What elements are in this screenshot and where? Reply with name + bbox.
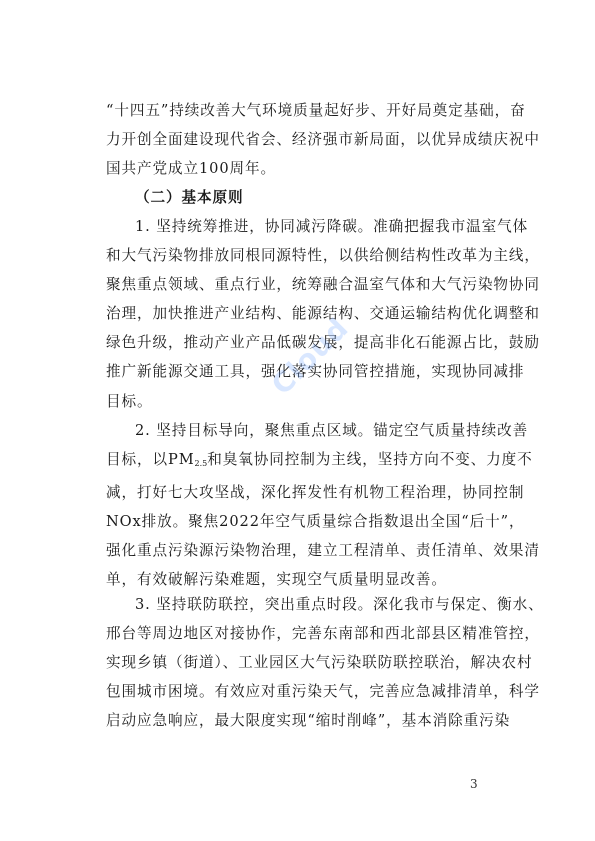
paragraph-principle-2 [106, 416, 540, 595]
text-line: 强化重点污染源污染物治理，建立工程清单、责任清单、效果清 [106, 542, 540, 560]
pm-subscript: 2.5 [194, 459, 208, 469]
paragraph-intro [106, 96, 540, 183]
paragraph-principle-1 [106, 212, 540, 416]
text-line: NOx排放。聚焦2022年空气质量综合指数退出全国“后十”， [106, 513, 525, 531]
text-line: 启动应急响应，最大限度实现“缩时削峰”，基本消除重污染 [106, 712, 511, 730]
text-line: 1. 坚持统筹推进，协同减污降碳。准确把握我市温室气体 [135, 218, 529, 235]
text-line: 聚焦重点领域、重点行业，统筹融合温室气体和大气污染物协同 [106, 276, 540, 294]
text-segment: 和臭氧协同控制为主线，坚持方向不变、力度不 [207, 451, 533, 469]
page-number: 3 [470, 777, 478, 791]
watermark: Cloud [265, 311, 356, 402]
text-line: 力开创全面建设现代省会、经济强市新局面，以优异成绩庆祝中 [106, 131, 540, 149]
text-line [106, 445, 533, 478]
text-segment: 目标，以PM [106, 451, 195, 469]
text-line: 减，打好七大攻坚战，深化挥发性有机物工程治理，协同控制 [106, 484, 525, 502]
text-line: 推广新能源交通工具，强化落实协同管控措施，实现协同减排 [106, 363, 525, 381]
text-line: 治理，加快推进产业结构、能源结构、交通运输结构优化调整和 [106, 305, 540, 323]
section-heading: （二）基本原则 [135, 189, 244, 206]
text-line: 包围城市困境。有效应对重污染天气，完善应急减排清单，科学 [106, 683, 540, 701]
text-line: 邢台等周边地区对接协作，完善东南部和西北部县区精准管控， [106, 625, 540, 643]
text-line: 目标。 [106, 392, 153, 410]
text-line: 单，有效破解污染难题，实现空气质量明显改善。 [106, 571, 447, 589]
text-line: 和大气污染物排放同根同源特性，以供给侧结构性改革为主线， [106, 247, 540, 265]
text-line: 实现乡镇（街道）、工业园区大气污染联防联控联治，解决农村 [106, 654, 533, 672]
paragraph-principle-3 [106, 590, 544, 735]
text-line: 2. 坚持目标导向，聚焦重点区域。锚定空气质量持续改善 [135, 422, 529, 439]
text-line: 国共产党成立100周年。 [106, 160, 276, 178]
text-line: 绿色升级，推动产业产品低碳发展，提高非化石能源占比，鼓励 [106, 334, 540, 352]
text-line: 3. 坚持联防联控，突出重点时段。深化我市与保定、衡水、 [135, 596, 544, 613]
text-line: “十四五”持续改善大气环境质量起好步、开好局奠定基础，奋 [106, 102, 526, 119]
